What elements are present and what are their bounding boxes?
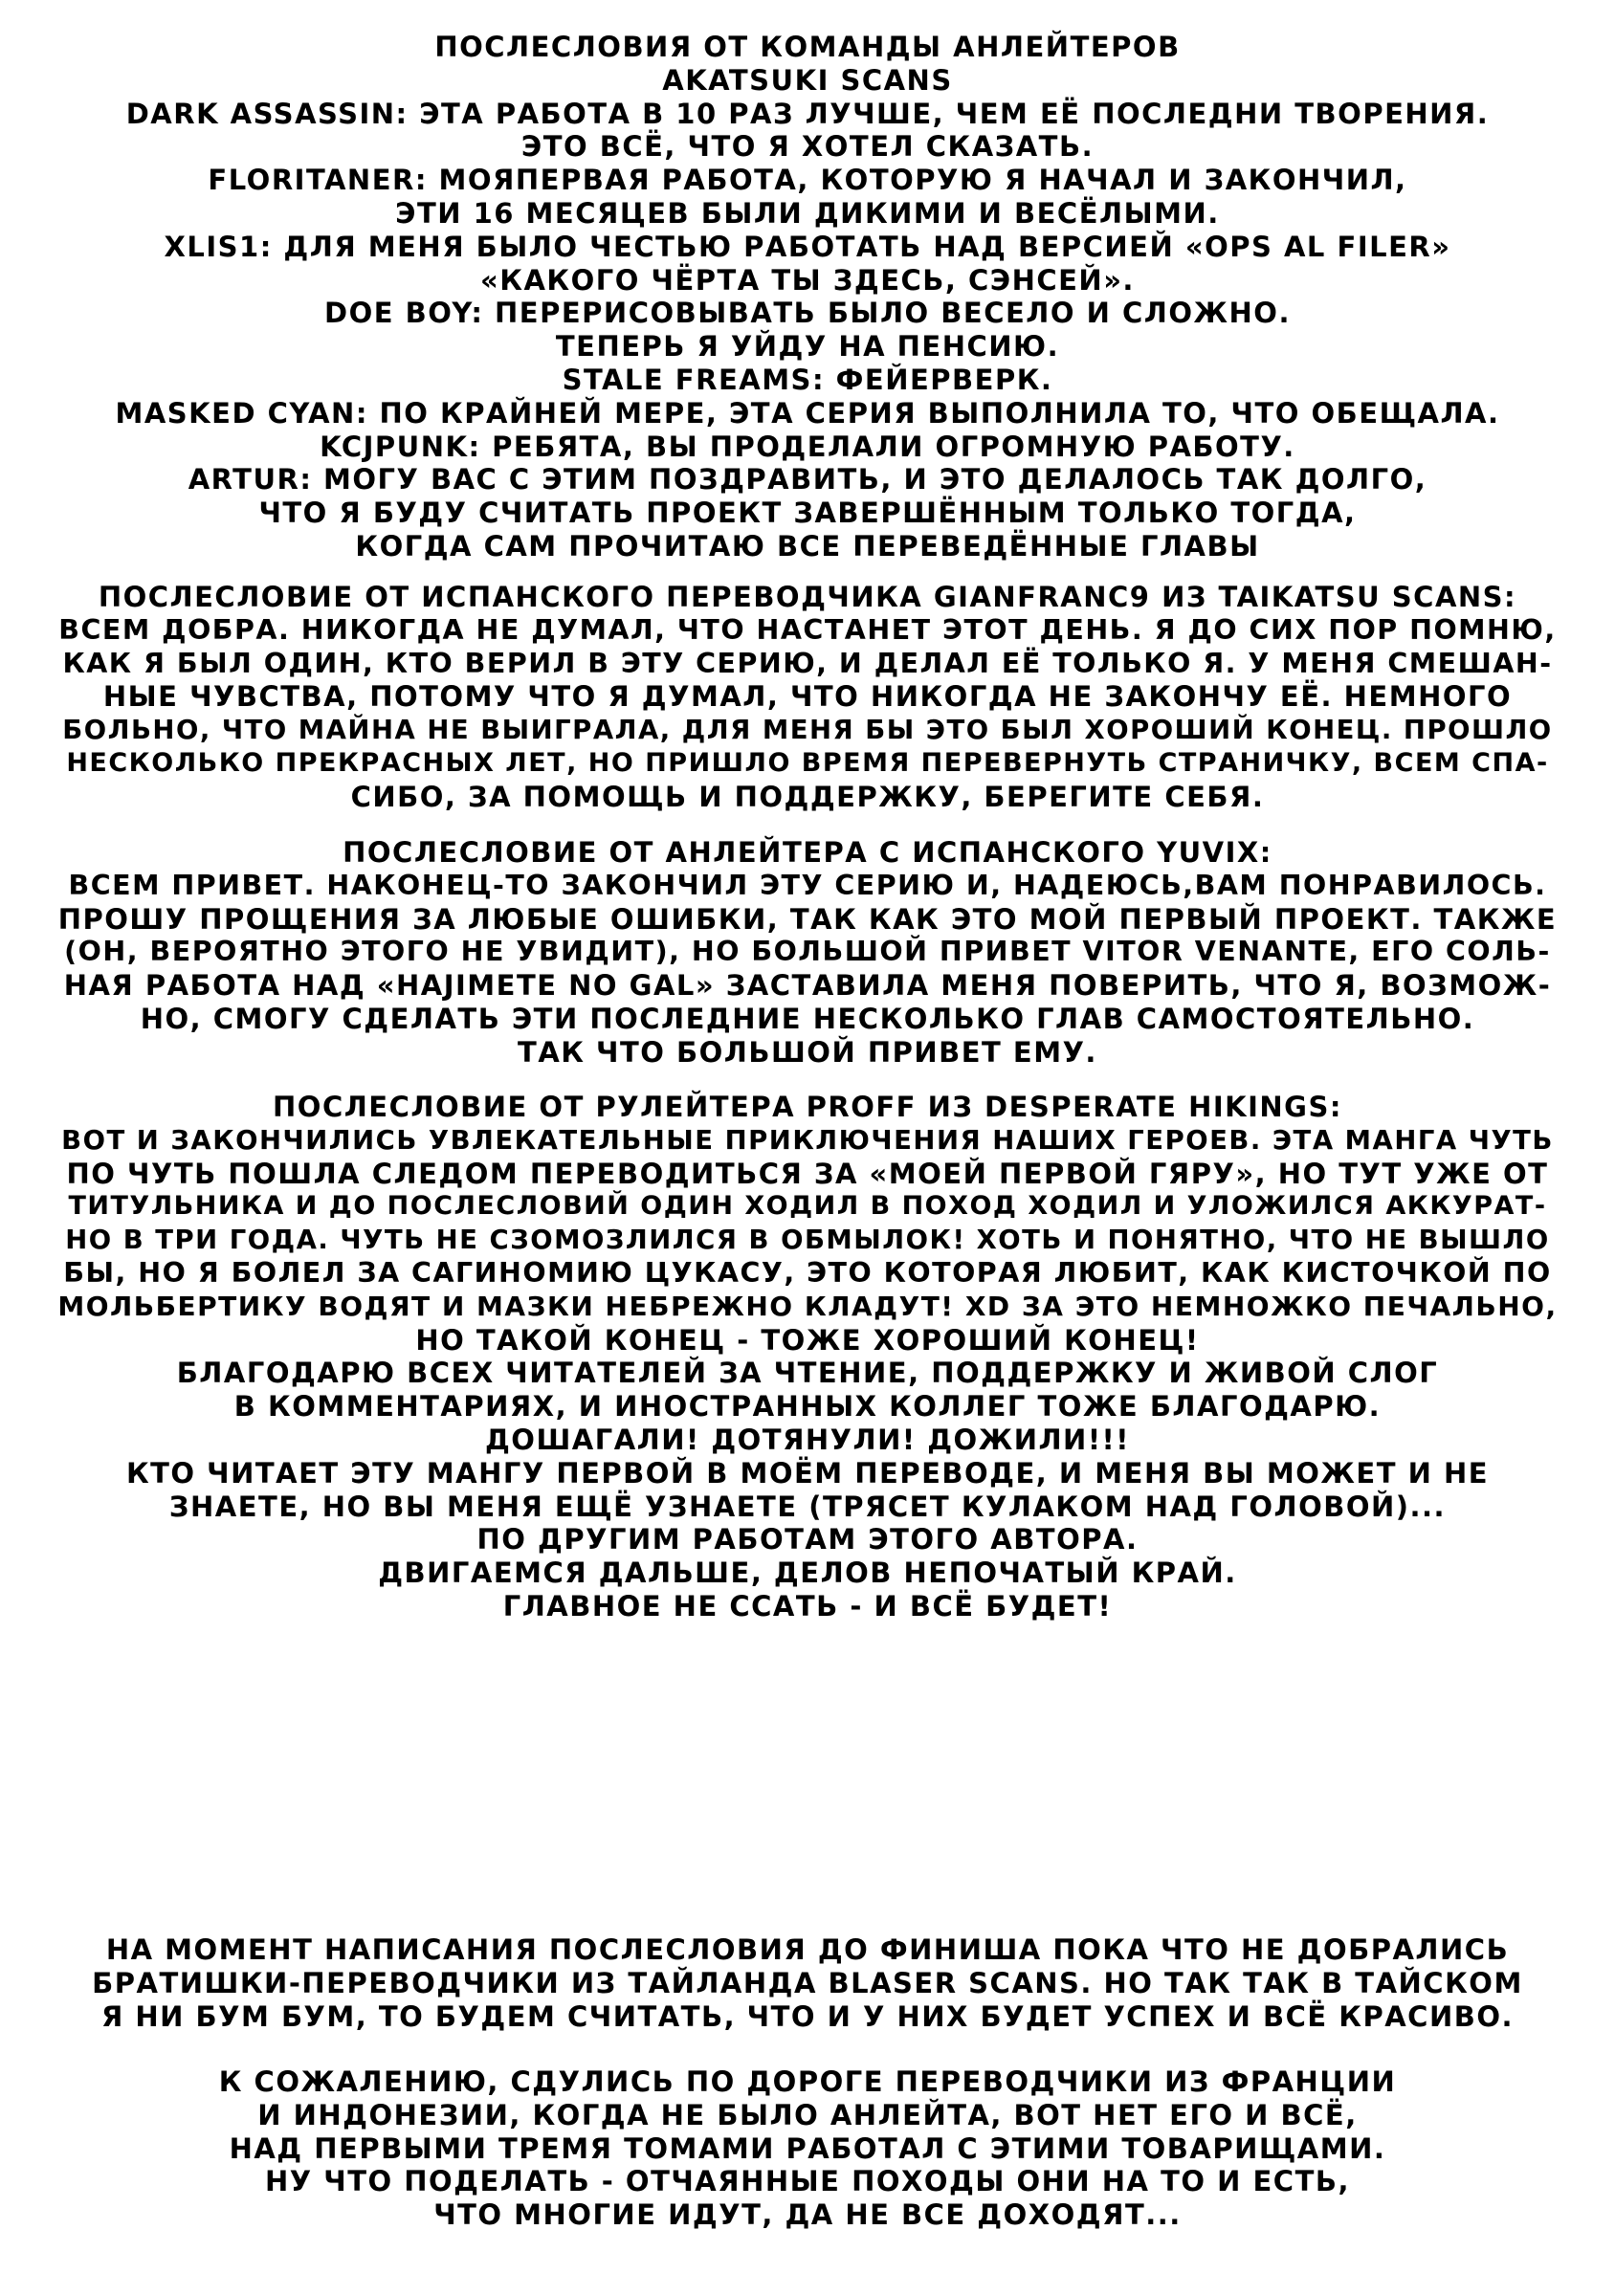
text-line: К СОЖАЛЕНИЮ, СДУЛИСЬ ПО ДОРОГЕ ПЕРЕВОДЧИКИ ИЗ ФРАНЦИИ [218, 2065, 1397, 2098]
text-line: БОЛЬНО, ЧТО МАЙНА НЕ ВЫИГРАЛА, ДЛЯ МЕНЯ БЫ ЭТО БЫЛ ХОРОШИЙ КОНЕЦ. ПРОШЛО [62, 715, 1553, 746]
text-line: XLIS1: ДЛЯ МЕНЯ БЫЛО ЧЕСТЬЮ РАБОТАТЬ НАД ВЕРСИЕЙ «OPS AL FILER» [164, 230, 1451, 263]
text-line: ПО ЧУТЬ ПОШЛА СЛЕДОМ ПЕРЕВОДИТЬСЯ ЗА «МОЕЙ ПЕРВОЙ ГЯРУ», НО ТУТ УЖЕ ОТ [66, 1157, 1549, 1190]
spanish-translator-afterword-section [57, 581, 1558, 814]
team-afterwords-section [57, 31, 1558, 563]
text-line: НО В ТРИ ГОДА. ЧУТЬ НЕ СЗОМОЗЛИЛСЯ В ОБМЫЛОК! ХОТЬ И ПОНЯТНО, ЧТО НЕ ВЫШЛО [65, 1225, 1550, 1256]
text-line: ПРОШУ ПРОЩЕНИЯ ЗА ЛЮБЫЕ ОШИБКИ, ТАК КАК ЭТО МОЙ ПЕРВЫЙ ПРОЕКТ. ТАКЖЕ [57, 902, 1558, 936]
text-line: STALE FREAMS: ФЕЙЕРВЕРК. [562, 363, 1053, 396]
text-line: ЭТИ 16 МЕСЯЦЕВ БЫЛИ ДИКИМИ И ВЕСЁЛЫМИ. [395, 196, 1220, 230]
text-line: ТАК ЧТО БОЛЬШОЙ ПРИВЕТ ЕМУ. [518, 1035, 1097, 1069]
text-line: НАД ПЕРВЫМИ ТРЕМЯ ТОМАМИ РАБОТАЛ С ЭТИМИ ТОВАРИЩАМИ. [229, 2131, 1386, 2165]
text-line: КОГДА САМ ПРОЧИТАЮ ВСЕ ПЕРЕВЕДЁННЫЕ ГЛАВЫ [355, 529, 1260, 563]
text-line: DARK ASSASSIN: ЭТА РАБОТА В 10 РАЗ ЛУЧШЕ, ЧЕМ ЕЁ ПОСЛЕДНИ ТВОРЕНИЯ. [125, 97, 1490, 130]
text-line: ПО ДРУГИМ РАБОТАМ ЭТОГО АВТОРА. [476, 1523, 1139, 1556]
text-line: ВОТ И ЗАКОНЧИЛИСЬ УВЛЕКАТЕЛЬНЫЕ ПРИКЛЮЧЕНИЯ НАШИХ ГЕРОЕВ. ЭТА МАНГА ЧУТЬ [61, 1124, 1554, 1156]
text-line: MASKED CYAN: ПО КРАЙНЕЙ МЕРЕ, ЭТА СЕРИЯ ВЫПОЛНИЛА ТО, ЧТО ОБЕЩАЛА. [115, 396, 1500, 430]
section-heading: ПОСЛЕСЛОВИЕ ОТ РУЛЕЙТЕРА PROFF ИЗ DESPERATE HIKINGS: [273, 1091, 1342, 1123]
text-line: ГЛАВНОЕ НЕ ССАТЬ - И ВСЁ БУДЕТ! [502, 1589, 1113, 1623]
text-line: ЗНАЕТЕ, НО ВЫ МЕНЯ ЕЩЁ УЗНАЕТЕ (ТРЯСЕТ КУЛАКОМ НАД ГОЛОВОЙ)... [168, 1490, 1447, 1523]
text-line: DOE BOY: ПЕРЕРИСОВЫВАТЬ БЫЛО ВЕСЕЛО И СЛОЖНО. [324, 297, 1291, 330]
text-line: ДВИГАЕМСЯ ДАЛЬШЕ, ДЕЛОВ НЕПОЧАТЫЙ КРАЙ. [378, 1556, 1237, 1590]
text-line: Я НИ БУМ БУМ, ТО БУДЕМ СЧИТАТЬ, ЧТО И У НИХ БУДЕТ УСПЕХ И ВСЁ КРАСИВО. [100, 1999, 1515, 2033]
text-line: БЛАГОДАРЮ ВСЕХ ЧИТАТЕЛЕЙ ЗА ЧТЕНИЕ, ПОДДЕРЖКУ И ЖИВОЙ СЛОГ [176, 1357, 1439, 1390]
text-line: ДОШАГАЛИ! ДОТЯНУЛИ! ДОЖИЛИ!!! [484, 1423, 1131, 1456]
team-name: AKATSUKI SCANS [662, 63, 953, 97]
text-line: МОЛЬБЕРТИКУ ВОДЯТ И МАЗКИ НЕБРЕЖНО КЛАДУТ! XD ЗА ЭТО НЕМНОЖКО ПЕЧАЛЬНО, [57, 1290, 1558, 1322]
text-line: ЭТО ВСЁ, ЧТО Я ХОТЕЛ СКАЗАТЬ. [520, 130, 1095, 164]
section-heading: ПОСЛЕСЛОВИЕ ОТ ИСПАНСКОГО ПЕРЕВОДЧИКА GIANFRANC9 ИЗ TAIKATSU SCANS: [98, 581, 1517, 613]
text-line: KCJPUNK: РЕБЯТА, ВЫ ПРОДЕЛАЛИ ОГРОМНУЮ РАБОТУ. [320, 430, 1295, 463]
text-line: ВСЕМ ПРИВЕТ. НАКОНЕЦ-ТО ЗАКОНЧИЛ ЭТУ СЕРИЮ И, НАДЕЮСЬ,ВАМ ПОНРАВИЛОСЬ. [68, 869, 1547, 901]
team-heading: ПОСЛЕСЛОВИЯ ОТ КОМАНДЫ АНЛЕЙТЕРОВ [434, 31, 1181, 63]
text-line: НЫЕ ЧУВСТВА, ПОТОМУ ЧТО Я ДУМАЛ, ЧТО НИКОГДА НЕ ЗАКОНЧУ ЕЁ. НЕМНОГО [102, 680, 1513, 714]
text-line: КТО ЧИТАЕТ ЭТУ МАНГУ ПЕРВОЙ В МОЁМ ПЕРЕВОДЕ, И МЕНЯ ВЫ МОЖЕТ И НЕ [125, 1456, 1490, 1490]
text-line: ТЕПЕРЬ Я УЙДУ НА ПЕНСИЮ. [555, 330, 1060, 364]
text-line: ВСЕМ ДОБРА. НИКОГДА НЕ ДУМАЛ, ЧТО НАСТАНЕТ ЭТОТ ДЕНЬ. Я ДО СИХ ПОР ПОМНЮ, [58, 613, 1557, 646]
text-line: ARTUR: МОГУ ВАС С ЭТИМ ПОЗДРАВИТЬ, И ЭТО ДЕЛАЛОСЬ ТАК ДОЛГО, [188, 463, 1427, 497]
closing-note-section [57, 2065, 1558, 2232]
text-line: НО ТАКОЙ КОНЕЦ - ТОЖЕ ХОРОШИЙ КОНЕЦ! [415, 1323, 1200, 1357]
text-line: КАК Я БЫЛ ОДИН, КТО ВЕРИЛ В ЭТУ СЕРИЮ, И ДЕЛАЛ ЕЁ ТОЛЬКО Я. У МЕНЯ СМЕШАН- [62, 647, 1553, 679]
text-line: И ИНДОНЕЗИИ, КОГДА НЕ БЫЛО АНЛЕЙТА, ВОТ НЕТ ЕГО И ВСЁ, [257, 2098, 1358, 2131]
text-line: БРАТИШКИ-ПЕРЕВОДЧИКИ ИЗ ТАЙЛАНДА BLASER SCANS. НО ТАК ТАК В ТАЙСКОМ [92, 1966, 1523, 1999]
thai-translators-note-section [57, 1933, 1558, 2033]
text-line: НА МОМЕНТ НАПИСАНИЯ ПОСЛЕСЛОВИЯ ДО ФИНИША ПОКА ЧТО НЕ ДОБРАЛИСЬ [105, 1933, 1510, 1966]
spanish-scanlator-afterword-section [57, 836, 1558, 1070]
text-line: (ОН, ВЕРОЯТНО ЭТОГО НЕ УВИДИТ), НО БОЛЬШОЙ ПРИВЕТ VITOR VENANTE, ЕГО СОЛЬ- [64, 936, 1551, 968]
section-heading: ПОСЛЕСЛОВИЕ ОТ АНЛЕЙТЕРА С ИСПАНСКОГО YUVIX: [343, 836, 1272, 869]
text-line: СИБО, ЗА ПОМОЩЬ И ПОДДЕРЖКУ, БЕРЕГИТЕ СЕБЯ. [350, 780, 1265, 813]
text-line: FLORITANER: МОЯПЕРВАЯ РАБОТА, КОТОРУЮ Я НАЧАЛ И ЗАКОНЧИЛ, [208, 164, 1407, 197]
text-line: ТИТУЛЬНИКА И ДО ПОСЛЕСЛОВИЙ ОДИН ХОДИЛ В ПОХОД ХОДИЛ И УЛОЖИЛСЯ АККУРАТ- [68, 1191, 1547, 1222]
text-line: В КОММЕНТАРИЯХ, И ИНОСТРАННЫХ КОЛЛЕГ ТОЖЕ БЛАГОДАРЮ. [233, 1390, 1382, 1424]
text-line: БЫ, НО Я БОЛЕЛ ЗА САГИНОМИЮ ЦУКАСУ, ЭТО КОТОРАЯ ЛЮБИТ, КАК КИСТОЧКОЙ ПО [63, 1256, 1552, 1289]
text-line: ЧТО МНОГИЕ ИДУТ, ДА НЕ ВСЕ ДОХОДЯТ... [433, 2198, 1182, 2232]
text-line: НО, СМОГУ СДЕЛАТЬ ЭТИ ПОСЛЕДНИЕ НЕСКОЛЬКО ГЛАВ САМОСТОЯТЕЛЬНО. [140, 1002, 1475, 1035]
text-line: НУ ЧТО ПОДЕЛАТЬ - ОТЧАЯННЫЕ ПОХОДЫ ОНИ НА ТО И ЕСТЬ, [265, 2165, 1350, 2198]
text-line: ЧТО Я БУДУ СЧИТАТЬ ПРОЕКТ ЗАВЕРШЁННЫМ ТОЛЬКО ТОГДА, [258, 497, 1357, 530]
text-line: «КАКОГО ЧЁРТА ТЫ ЗДЕСЬ, СЭНСЕЙ». [480, 263, 1135, 297]
russian-translator-afterword-section [57, 1091, 1558, 1623]
text-line: НАЯ РАБОТА НАД «HAJIMETE NO GAL» ЗАСТАВИЛА МЕНЯ ПОВЕРИТЬ, ЧТО Я, ВОЗМОЖ- [63, 969, 1552, 1003]
text-line: НЕСКОЛЬКО ПРЕКРАСНЫХ ЛЕТ, НО ПРИШЛО ВРЕМЯ ПЕРЕВЕРНУТЬ СТРАНИЧКУ, ВСЕМ СПА- [66, 747, 1549, 778]
